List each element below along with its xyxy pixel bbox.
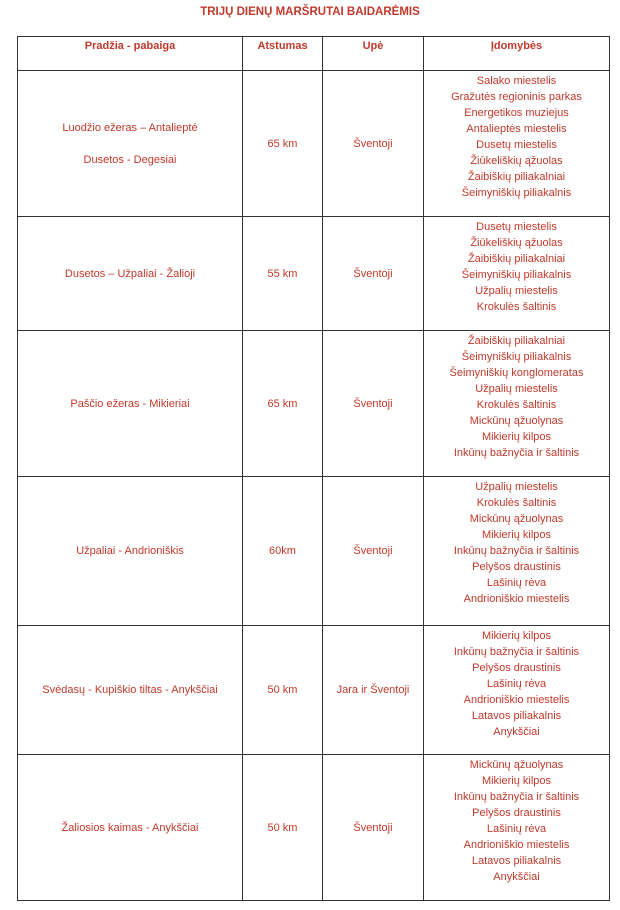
table-row <box>18 626 610 755</box>
sight-item: Dusetų miestelis <box>476 139 557 151</box>
sight-item: Salako miestelis <box>476 75 557 87</box>
distance-cell: 65 km <box>243 331 323 477</box>
sight-item: Žaibiškių piliakalniai <box>467 253 566 265</box>
sight-item: Šeimyniškių piliakalnis <box>461 187 572 199</box>
sights-cell <box>424 217 610 331</box>
sight-item: Andrioniškio miestelis <box>463 593 570 605</box>
sight-item: Gražutės regioninis parkas <box>451 91 582 103</box>
routes-body <box>18 71 610 901</box>
sight-item: Mickūnų ąžuolynas <box>469 415 564 427</box>
river-cell: Jara ir Šventoji <box>323 626 424 755</box>
table-row <box>18 477 610 626</box>
table-row <box>18 71 610 217</box>
sight-item: Krokulės šaltinis <box>476 497 557 509</box>
route-cell <box>18 755 243 901</box>
route-line-gap <box>18 136 242 152</box>
route-name: Žaliosios kaimas - Anykščiai <box>61 821 199 834</box>
route-cell <box>18 477 243 626</box>
route-name: Dusetos – Užpaliai - Žalioji <box>64 267 196 280</box>
route-name: Luodžio ežeras – Antaliepté <box>62 121 198 134</box>
table-row <box>18 331 610 477</box>
sight-item: Pelyšos draustinis <box>472 807 561 819</box>
river-cell: Šventoji <box>323 331 424 477</box>
sight-item: Inkūnų bažnyčia ir šaltinis <box>453 646 580 658</box>
sight-item: Žiūkeliškių ąžuolas <box>470 155 563 167</box>
table-row <box>18 217 610 331</box>
sight-item: Užpalių miestelis <box>475 481 558 493</box>
header-river: Upė <box>323 37 424 71</box>
sight-item: Mickūnų ąžuolynas <box>469 759 564 771</box>
sight-item: Pelyšos draustinis <box>472 561 561 573</box>
route-cell <box>18 626 243 755</box>
sight-item: Energetikos muziejus <box>464 107 569 119</box>
route-name: Dusetos - Degesiai <box>83 153 177 166</box>
route-name: Svėdasų - Kupiškio tiltas - Anykščiai <box>42 684 218 696</box>
sight-item: Žiūkeliškių ąžuolas <box>470 237 563 249</box>
sights-cell <box>424 626 610 755</box>
sight-item: Mickūnų ąžuolynas <box>469 513 564 525</box>
header-distance: Atstumas <box>243 37 323 71</box>
sight-item: Krokulės šaltinis <box>476 399 557 411</box>
routes-table <box>17 36 610 901</box>
sights-cell <box>424 331 610 477</box>
sight-item: Latavos piliakalnis <box>471 855 562 867</box>
river-cell: Šventoji <box>323 477 424 626</box>
sight-item: Latavos piliakalnis <box>471 710 562 722</box>
sights-cell <box>424 71 610 217</box>
sight-item: Dusetų miestelis <box>476 221 557 233</box>
sight-item: Žaibiškių piliakalniai <box>467 171 566 183</box>
distance-cell: 65 km <box>243 71 323 217</box>
page-title: TRIJŲ DIENŲ MARŠRUTAI BAIDARĖMIS <box>200 6 420 18</box>
sight-item: Mikierių kilpos <box>481 775 552 787</box>
route-cell <box>18 217 243 331</box>
sight-item: Mikierių kilpos <box>481 529 552 541</box>
sight-item: Andrioniškio miestelis <box>463 694 570 706</box>
sights-cell <box>424 477 610 626</box>
sight-item: Užpalių miestelis <box>475 285 558 297</box>
sight-item: Inkūnų bažnyčia ir šaltinis <box>453 545 580 557</box>
sight-item: Krokulės šaltinis <box>476 301 557 313</box>
sight-item: Pelyšos draustinis <box>472 662 561 674</box>
distance-cell: 55 km <box>243 217 323 331</box>
sight-item: Mikierių kilpos <box>481 431 552 443</box>
sight-item: Žaibiškių piliakalniai <box>467 335 566 347</box>
distance-cell: 50 km <box>243 626 323 755</box>
river-cell: Šventoji <box>323 755 424 901</box>
sight-item: Lašinių rėva <box>486 823 547 835</box>
table-header-row <box>18 37 610 71</box>
sight-item: Lašinių rėva <box>486 678 547 690</box>
river-cell: Šventoji <box>323 71 424 217</box>
sight-item: Šeimyniškių piliakalnis <box>461 269 572 281</box>
sight-item: Šeimyniškių piliakalnis <box>461 351 572 363</box>
river-cell: Šventoji <box>323 217 424 331</box>
distance-cell: 60km <box>243 477 323 626</box>
sight-item: Inkūnų bažnyčia ir šaltinis <box>453 447 580 459</box>
sight-item: Anykščiai <box>493 726 540 738</box>
sight-item: Šeimyniškių konglomeratas <box>449 367 584 379</box>
sight-item: Andrioniškio miestelis <box>463 839 570 851</box>
sight-item: Lašinių rėva <box>486 577 547 589</box>
table-row <box>18 755 610 901</box>
sight-item: Užpalių miestelis <box>475 383 558 395</box>
sight-item: Anykščiai <box>493 871 540 883</box>
route-name: Paščio ežeras - Mikieriai <box>70 397 190 410</box>
header-route: Pradžia - pabaiga <box>18 37 243 71</box>
sights-cell <box>424 755 610 901</box>
route-cell <box>18 71 243 217</box>
sight-item: Inkūnų bažnyčia ir šaltinis <box>453 791 580 803</box>
header-sights: Įdomybės <box>424 37 610 71</box>
sight-item: Antalieptės miestelis <box>466 123 567 135</box>
sight-item: Mikierių kilpos <box>481 630 552 642</box>
route-name: Užpaliai - Andrioniškis <box>76 545 184 557</box>
distance-cell: 50 km <box>243 755 323 901</box>
route-cell <box>18 331 243 477</box>
